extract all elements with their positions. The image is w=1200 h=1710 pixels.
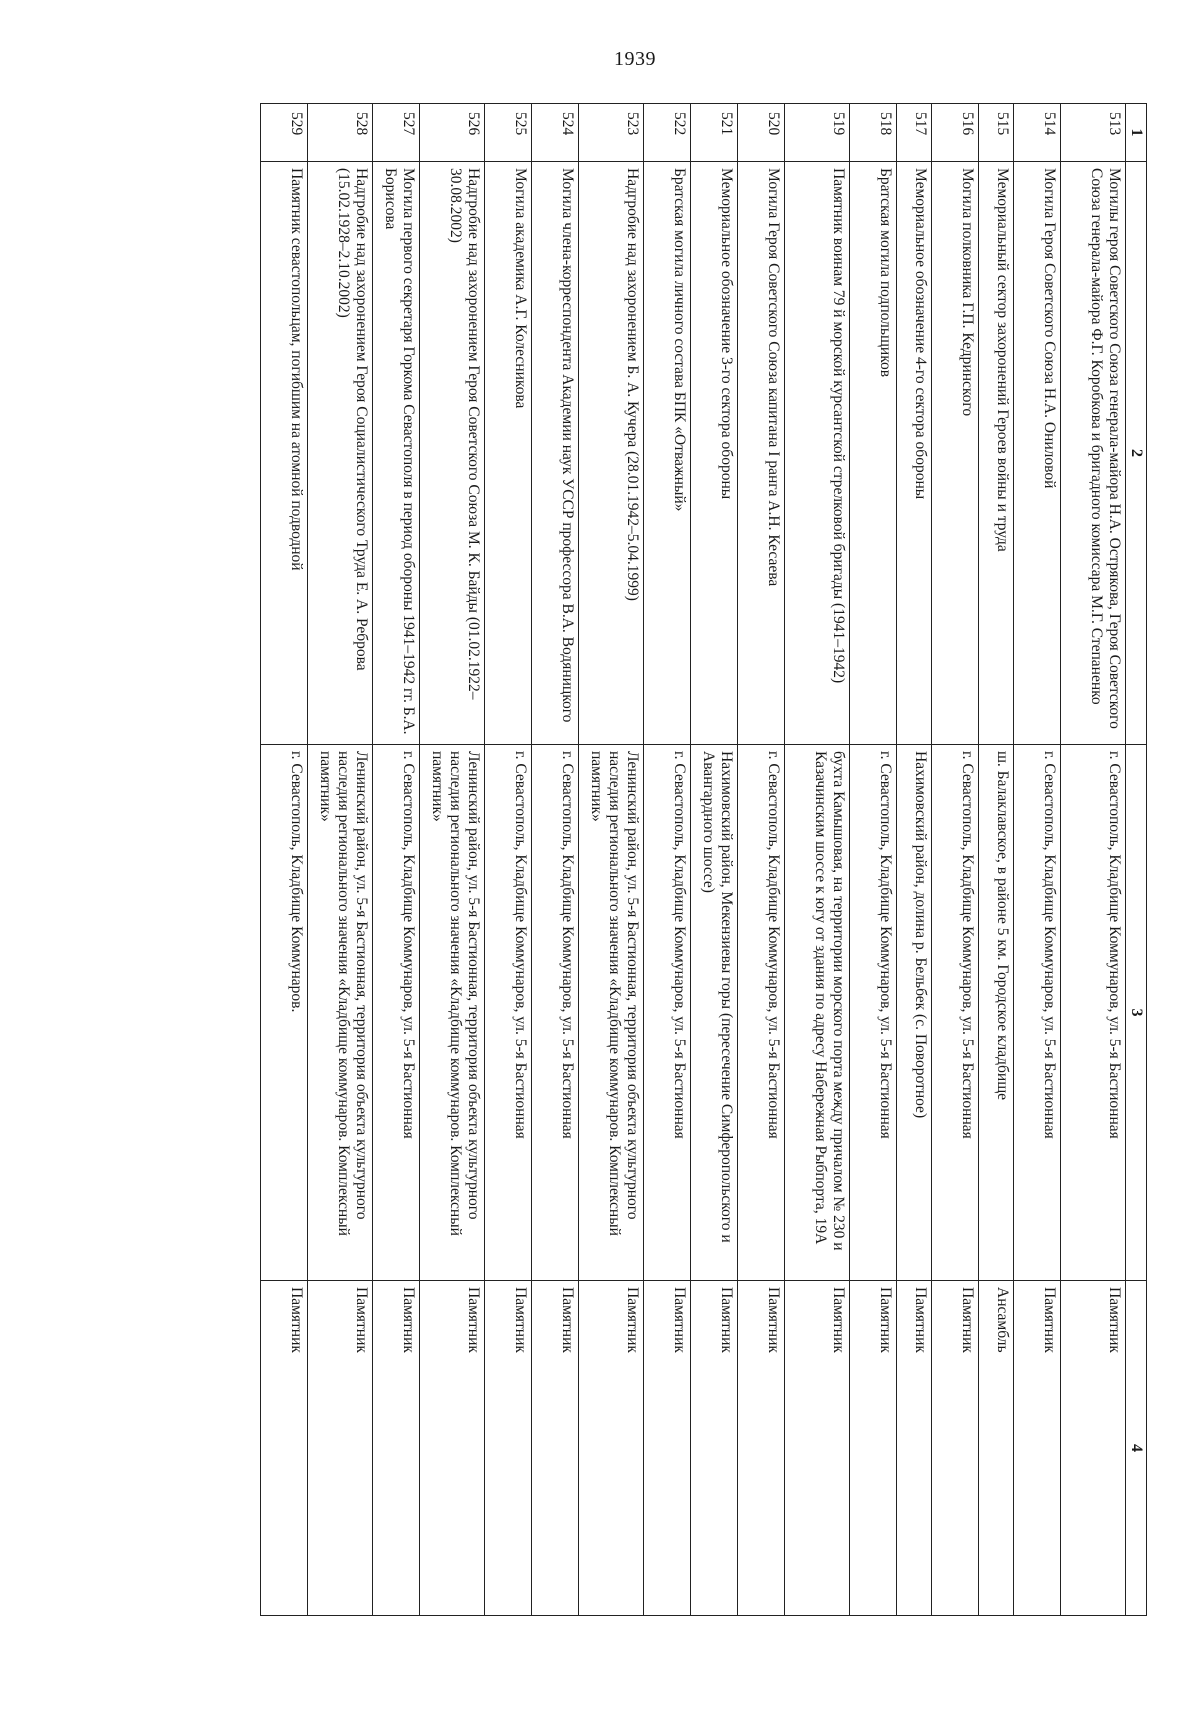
object-type: Памятник <box>784 1281 849 1616</box>
table-row <box>784 104 849 1616</box>
column-header-2: 2 <box>1125 162 1146 745</box>
row-number: 524 <box>531 104 578 162</box>
column-header-4: 4 <box>1125 1281 1146 1616</box>
table-row <box>260 104 307 1616</box>
object-name: Мемориальный сектор захоронений Героев войны и труда <box>978 162 1013 745</box>
row-number: 521 <box>690 104 737 162</box>
table-row <box>531 104 578 1616</box>
table-row <box>849 104 896 1616</box>
object-location: бухта Камышовая, на территории морского порта между причалом № 230 и Казачинским шоссе к югу от здания по адресу Набережная Рыбпорта, 19А <box>784 745 849 1281</box>
object-type: Памятник <box>690 1281 737 1616</box>
table-row <box>578 104 643 1616</box>
object-name: Братская могила подпольщиков <box>849 162 896 745</box>
object-type: Памятник <box>737 1281 784 1616</box>
object-name: Могила Героя Советского Союза Н.А. Ониловой <box>1013 162 1060 745</box>
object-name: Могила академика А.Г. Колесникова <box>484 162 531 745</box>
object-name: Надгробие над захоронением Героя Советского Союза М. К. Байды (01.02.1922–30.08.2002) <box>419 162 484 745</box>
row-number: 516 <box>931 104 978 162</box>
table-row <box>978 104 1013 1616</box>
object-location: г. Севастополь, Кладбище Коммунаров, ул. 5-я Бастионная <box>1013 745 1060 1281</box>
object-name: Могила члена-корреспондента Академии наук УССР профессора В.А. Водяницкого <box>531 162 578 745</box>
object-type: Памятник <box>578 1281 643 1616</box>
table-row <box>484 104 531 1616</box>
row-number: 517 <box>896 104 931 162</box>
row-number: 515 <box>978 104 1013 162</box>
page-number: 1939 <box>614 48 656 70</box>
object-name: Надгробие над захоронением Б. А. Кучера (28.01.1942–5.04.1999) <box>578 162 643 745</box>
object-type: Памятник <box>372 1281 419 1616</box>
row-number: 518 <box>849 104 896 162</box>
rotated-table-container <box>189 103 1147 1615</box>
row-number: 514 <box>1013 104 1060 162</box>
row-number: 522 <box>643 104 690 162</box>
table-row <box>307 104 372 1616</box>
table-row <box>1013 104 1060 1616</box>
row-number: 528 <box>307 104 372 162</box>
row-number: 529 <box>260 104 307 162</box>
table-row <box>737 104 784 1616</box>
object-type: Памятник <box>531 1281 578 1616</box>
table-header-row <box>1125 104 1146 1616</box>
object-location: г. Севастополь, Кладбище Коммунаров, ул. 5-я Бастионная <box>737 745 784 1281</box>
table-row <box>372 104 419 1616</box>
table-row <box>1060 104 1125 1616</box>
object-name: Могила Героя Советского Союза капитана I ранга А.Н. Кесаева <box>737 162 784 745</box>
object-location: Нахимовский район, Мекензиевы горы (пересечение Симферопольского и Авангардного шоссе) <box>690 745 737 1281</box>
column-header-1: 1 <box>1125 104 1146 162</box>
monuments-table <box>260 103 1147 1616</box>
object-type: Памятник <box>1013 1281 1060 1616</box>
object-location: ш. Балаклавское, в районе 5 км. Городское кладбище <box>978 745 1013 1281</box>
object-type: Памятник <box>307 1281 372 1616</box>
object-type: Памятник <box>1060 1281 1125 1616</box>
object-type: Памятник <box>896 1281 931 1616</box>
object-location: Ленинский район, ул. 5-я Бастионная, территория объекта культурного наследия регионального значения «Кладбище коммунаров. Комплексный памятник» <box>578 745 643 1281</box>
object-type: Памятник <box>484 1281 531 1616</box>
object-type: Памятник <box>643 1281 690 1616</box>
row-number: 513 <box>1060 104 1125 162</box>
object-location: г. Севастополь, Кладбище Коммунаров, ул. 5-я Бастионная <box>484 745 531 1281</box>
column-header-3: 3 <box>1125 745 1146 1281</box>
row-number: 519 <box>784 104 849 162</box>
object-name: Могила первого секретаря Горкома Севастополя в период обороны 1941–1942 гг. Б.А. Борисова <box>372 162 419 745</box>
object-name: Могила полковника Г.П. Кедринского <box>931 162 978 745</box>
object-location: г. Севастополь, Кладбище Коммунаров, ул. 5-я Бастионная <box>849 745 896 1281</box>
object-location: г. Севастополь, Кладбище Коммунаров, ул. 5-я Бастионная <box>372 745 419 1281</box>
row-number: 527 <box>372 104 419 162</box>
table-row <box>690 104 737 1616</box>
object-location: г. Севастополь, Кладбище Коммунаров, ул. 5-я Бастионная <box>643 745 690 1281</box>
object-type: Памятник <box>849 1281 896 1616</box>
table-row <box>419 104 484 1616</box>
table-row <box>643 104 690 1616</box>
table-row <box>896 104 931 1616</box>
object-location: Нахимовский район, долина р. Бельбек (с. Поворотное) <box>896 745 931 1281</box>
object-type: Памятник <box>260 1281 307 1616</box>
table-row <box>931 104 978 1616</box>
row-number: 525 <box>484 104 531 162</box>
object-type: Памятник <box>931 1281 978 1616</box>
object-location: г. Севастополь, Кладбище Коммунаров, ул. 5-я Бастионная <box>931 745 978 1281</box>
object-name: Памятник воинам 79 й морской курсантской стрелковой бригады (1941–1942) <box>784 162 849 745</box>
object-name: Мемориальное обозначение 3-го сектора обороны <box>690 162 737 745</box>
object-name: Могилы героя Советского Союза генерала-майора Н.А. Острякова, Героя Советского Союза генерала-майора Ф.Г. Коробкова и бригадного комиссара М.Г. Степаненко <box>1060 162 1125 745</box>
object-location: г. Севастополь, Кладбище Коммунаров, ул. 5-я Бастионная <box>531 745 578 1281</box>
object-type: Ансамбль <box>978 1281 1013 1616</box>
object-name: Братская могила личного состава БПК «Отважный» <box>643 162 690 745</box>
object-location: Ленинский район, ул. 5-я Бастионная, территория объекта культурного наследия регионального значения «Кладбище коммунаров. Комплексный памятник» <box>419 745 484 1281</box>
object-name: Надгробие над захоронением Героя Социалистического Труда Е. А. Реброва (15.02.1928–2.10.2002) <box>307 162 372 745</box>
object-location: г. Севастополь, Кладбище Коммунаров, ул. 5-я Бастионная <box>1060 745 1125 1281</box>
object-name: Памятник севастопольцам, погибшим на атомной подводной <box>260 162 307 745</box>
row-number: 520 <box>737 104 784 162</box>
object-type: Памятник <box>419 1281 484 1616</box>
object-location: Ленинский район, ул. 5-я Бастионная, территория объекта культурного наследия регионального значения «Кладбище коммунаров. Комплексный памятник» <box>307 745 372 1281</box>
row-number: 523 <box>578 104 643 162</box>
row-number: 526 <box>419 104 484 162</box>
object-location: г. Севастополь, Кладбище Коммунаров. <box>260 745 307 1281</box>
object-name: Мемориальное обозначение 4-го сектора обороны <box>896 162 931 745</box>
